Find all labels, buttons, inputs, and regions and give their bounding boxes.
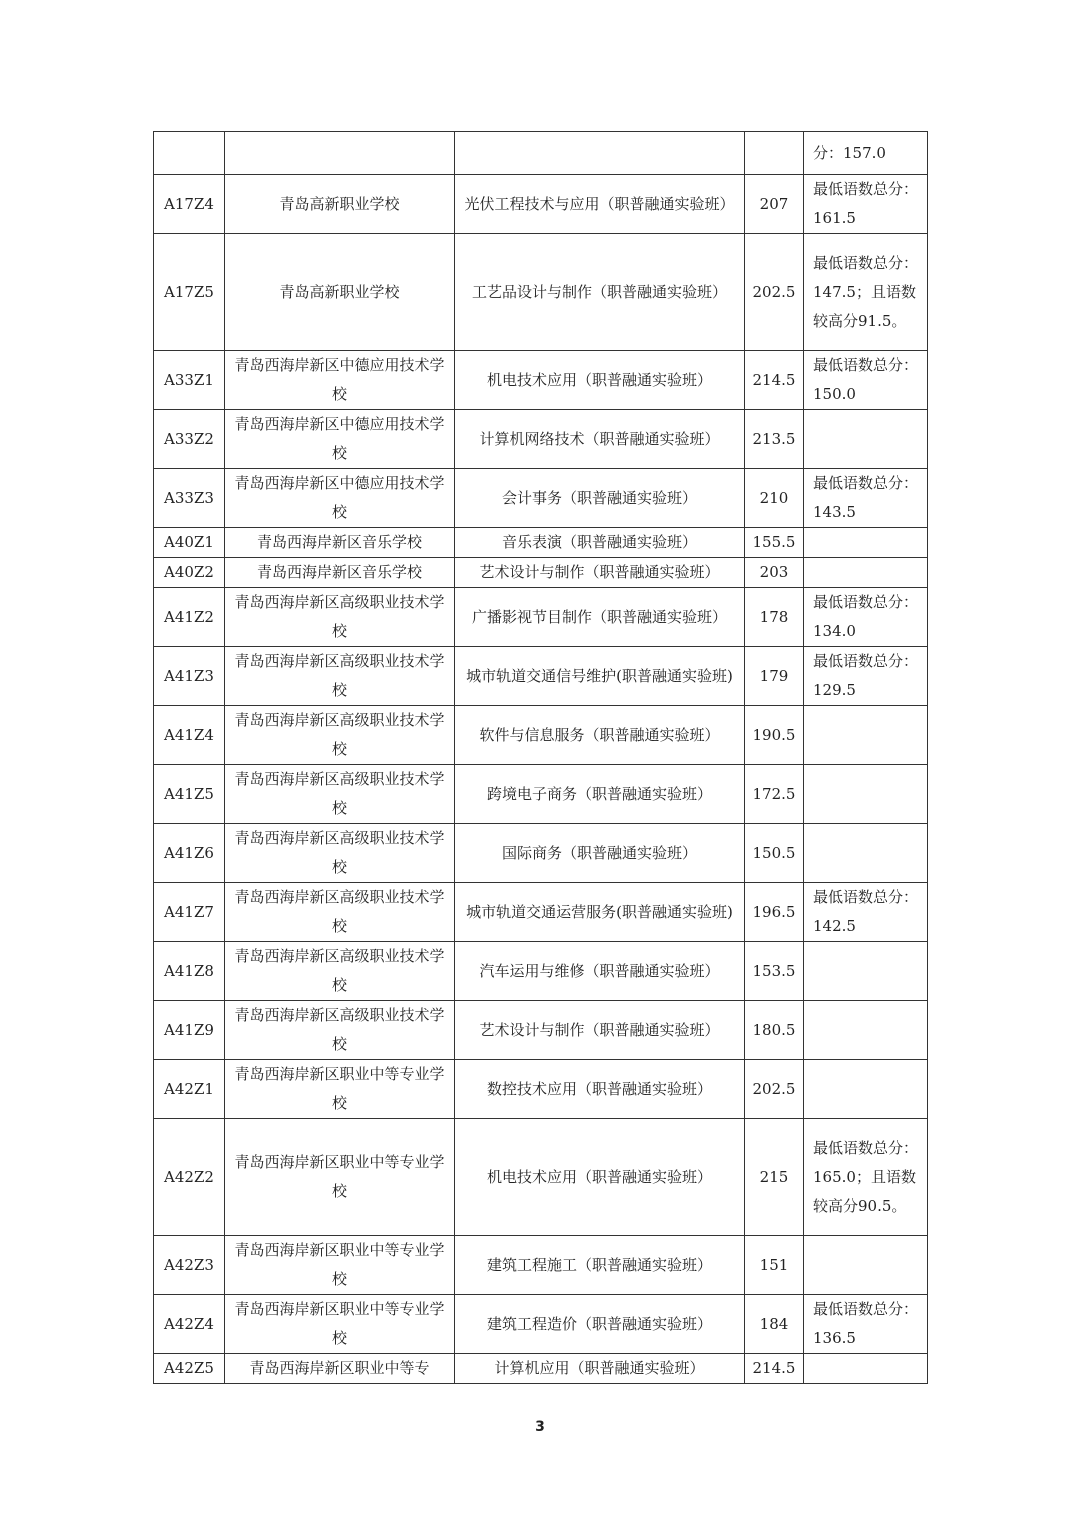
cell-code: A17Z5: [154, 234, 225, 351]
cell-code: A33Z3: [154, 469, 225, 528]
cell-code: A41Z5: [154, 765, 225, 824]
table-row: [154, 1295, 928, 1354]
cell-school: 青岛西海岸新区职业中等专业学校: [225, 1060, 455, 1119]
cell-major: 城市轨道交通信号维护(职普融通实验班): [455, 647, 745, 706]
cell-code: A40Z1: [154, 528, 225, 558]
cell-score: 202.5: [745, 234, 804, 351]
table-row: [154, 175, 928, 234]
cell-school: 青岛西海岸新区高级职业技术学校: [225, 824, 455, 883]
cell-school: 青岛西海岸新区高级职业技术学校: [225, 1001, 455, 1060]
cell-school: 青岛西海岸新区中德应用技术学校: [225, 351, 455, 410]
cell-note: 最低语数总分： 134.0: [804, 588, 928, 647]
cell-major: 跨境电子商务（职普融通实验班）: [455, 765, 745, 824]
table-row: [154, 1236, 928, 1295]
cell-major: 国际商务（职普融通实验班）: [455, 824, 745, 883]
cell-code: A33Z2: [154, 410, 225, 469]
cell-score: 150.5: [745, 824, 804, 883]
cell-school: 青岛西海岸新区中德应用技术学校: [225, 410, 455, 469]
cell-major: 光伏工程技术与应用（职普融通实验班）: [455, 175, 745, 234]
cell-note: [804, 1060, 928, 1119]
cell-school: 青岛西海岸新区职业中等专业学校: [225, 1295, 455, 1354]
cell-score: 153.5: [745, 942, 804, 1001]
cell-score: 151: [745, 1236, 804, 1295]
cell-note: [804, 706, 928, 765]
cell-note: [804, 528, 928, 558]
table-row: [154, 765, 928, 824]
cell-score: [745, 132, 804, 175]
cell-note: 最低语数总分：150.0: [804, 351, 928, 410]
cell-major: 计算机网络技术（职普融通实验班）: [455, 410, 745, 469]
table-row: [154, 528, 928, 558]
cell-score: 202.5: [745, 1060, 804, 1119]
cell-major: 机电技术应用（职普融通实验班）: [455, 1119, 745, 1236]
cell-note: [804, 410, 928, 469]
table-row: [154, 1060, 928, 1119]
cell-major: 数控技术应用（职普融通实验班）: [455, 1060, 745, 1119]
cell-code: A42Z5: [154, 1354, 225, 1384]
cell-code: [154, 132, 225, 175]
table-row: [154, 469, 928, 528]
cell-code: A33Z1: [154, 351, 225, 410]
cell-score: 203: [745, 558, 804, 588]
table-row: [154, 706, 928, 765]
cell-major: 汽车运用与维修（职普融通实验班）: [455, 942, 745, 1001]
table-row: [154, 883, 928, 942]
cell-school: 青岛西海岸新区职业中等专业学校: [225, 1119, 455, 1236]
cell-school: 青岛西海岸新区高级职业技术学校: [225, 588, 455, 647]
cell-major: 音乐表演（职普融通实验班）: [455, 528, 745, 558]
cell-major: 会计事务（职普融通实验班）: [455, 469, 745, 528]
table-row: [154, 558, 928, 588]
cell-score: 207: [745, 175, 804, 234]
cell-note: 最低语数总分：147.5；且语数较高分91.5。: [804, 234, 928, 351]
cell-school: 青岛西海岸新区音乐学校: [225, 558, 455, 588]
cell-school: [225, 132, 455, 175]
cell-note: [804, 558, 928, 588]
table-row: [154, 1354, 928, 1384]
cell-score: 179: [745, 647, 804, 706]
cell-major: 城市轨道交通运营服务(职普融通实验班): [455, 883, 745, 942]
cell-note: 最低语数总分： 143.5: [804, 469, 928, 528]
cell-school: 青岛西海岸新区高级职业技术学校: [225, 765, 455, 824]
cell-note: 最低语数总分： 129.5: [804, 647, 928, 706]
cell-note: 最低语数总分： 165.0；且语数较高分90.5。: [804, 1119, 928, 1236]
table-row: [154, 410, 928, 469]
cell-major: 建筑工程施工（职普融通实验班）: [455, 1236, 745, 1295]
cell-note: 最低语数总分： 136.5: [804, 1295, 928, 1354]
cell-score: 214.5: [745, 351, 804, 410]
cell-code: A40Z2: [154, 558, 225, 588]
cell-note: [804, 1236, 928, 1295]
cell-score: 184: [745, 1295, 804, 1354]
cell-score: 155.5: [745, 528, 804, 558]
table-body: [154, 132, 928, 1384]
cell-code: A41Z6: [154, 824, 225, 883]
cell-score: 213.5: [745, 410, 804, 469]
cell-code: A41Z3: [154, 647, 225, 706]
cell-score: 215: [745, 1119, 804, 1236]
table-row: [154, 132, 928, 175]
cell-school: 青岛西海岸新区高级职业技术学校: [225, 706, 455, 765]
cell-note: [804, 942, 928, 1001]
cell-note: 分：157.0: [804, 132, 928, 175]
cell-school: 青岛西海岸新区中德应用技术学校: [225, 469, 455, 528]
cell-major: 机电技术应用（职普融通实验班）: [455, 351, 745, 410]
cell-major: 建筑工程造价（职普融通实验班）: [455, 1295, 745, 1354]
cell-code: A42Z1: [154, 1060, 225, 1119]
cell-code: A41Z2: [154, 588, 225, 647]
admission-score-table: [153, 131, 928, 1384]
cell-school: 青岛西海岸新区职业中等专业学校: [225, 1236, 455, 1295]
table-row: [154, 1001, 928, 1060]
page-number: 3: [535, 1419, 545, 1435]
cell-major: 软件与信息服务（职普融通实验班）: [455, 706, 745, 765]
cell-school: 青岛西海岸新区高级职业技术学校: [225, 942, 455, 1001]
cell-school: 青岛西海岸新区高级职业技术学校: [225, 883, 455, 942]
cell-school: 青岛西海岸新区高级职业技术学校: [225, 647, 455, 706]
cell-major: 艺术设计与制作（职普融通实验班）: [455, 1001, 745, 1060]
cell-school: 青岛高新职业学校: [225, 175, 455, 234]
cell-note: [804, 1001, 928, 1060]
cell-major: 艺术设计与制作（职普融通实验班）: [455, 558, 745, 588]
cell-note: [804, 1354, 928, 1384]
cell-code: A41Z4: [154, 706, 225, 765]
cell-note: 最低语数总分： 142.5: [804, 883, 928, 942]
table-row: [154, 588, 928, 647]
cell-major: 广播影视节目制作（职普融通实验班）: [455, 588, 745, 647]
cell-school: 青岛西海岸新区职业中等专: [225, 1354, 455, 1384]
cell-major: [455, 132, 745, 175]
cell-major: 计算机应用（职普融通实验班）: [455, 1354, 745, 1384]
cell-code: A42Z4: [154, 1295, 225, 1354]
cell-school: 青岛西海岸新区音乐学校: [225, 528, 455, 558]
cell-code: A41Z9: [154, 1001, 225, 1060]
table-row: [154, 234, 928, 351]
cell-note: 最低语数总分：161.5: [804, 175, 928, 234]
cell-code: A41Z7: [154, 883, 225, 942]
table-row: [154, 351, 928, 410]
cell-score: 178: [745, 588, 804, 647]
table-row: [154, 824, 928, 883]
cell-code: A17Z4: [154, 175, 225, 234]
cell-score: 180.5: [745, 1001, 804, 1060]
cell-score: 214.5: [745, 1354, 804, 1384]
cell-code: A41Z8: [154, 942, 225, 1001]
cell-code: A42Z3: [154, 1236, 225, 1295]
cell-score: 190.5: [745, 706, 804, 765]
cell-score: 172.5: [745, 765, 804, 824]
cell-score: 196.5: [745, 883, 804, 942]
cell-note: [804, 765, 928, 824]
cell-code: A42Z2: [154, 1119, 225, 1236]
cell-score: 210: [745, 469, 804, 528]
table-row: [154, 942, 928, 1001]
cell-note: [804, 824, 928, 883]
cell-school: 青岛高新职业学校: [225, 234, 455, 351]
table-row: [154, 647, 928, 706]
cell-major: 工艺品设计与制作（职普融通实验班）: [455, 234, 745, 351]
table-row: [154, 1119, 928, 1236]
